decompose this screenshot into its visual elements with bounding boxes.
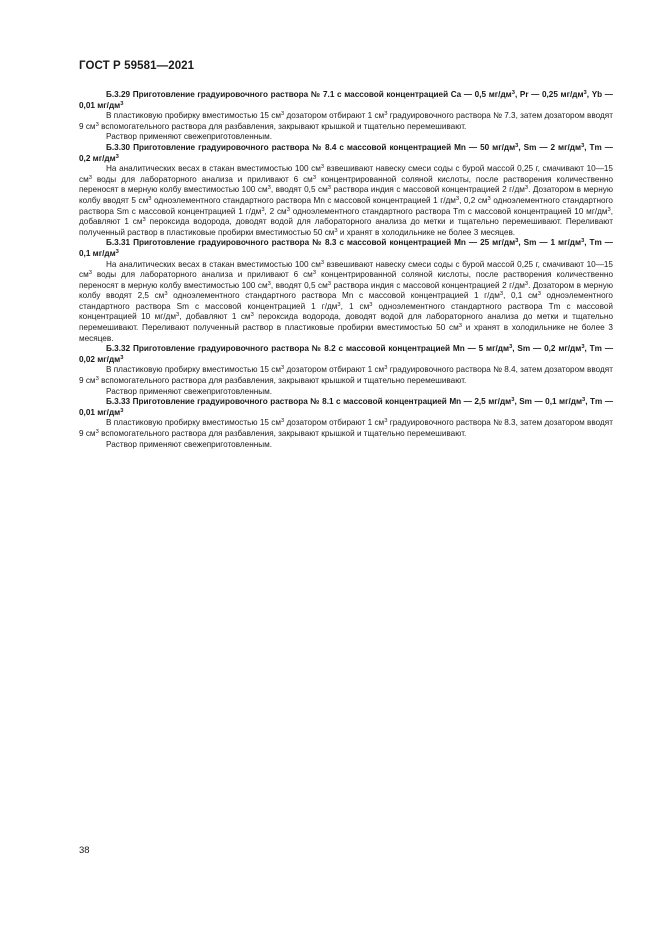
superscript: 3 [327, 185, 331, 192]
superscript: 3 [369, 301, 373, 308]
superscript: 3 [537, 291, 541, 298]
superscript: 3 [455, 195, 460, 202]
superscript: 3 [88, 270, 92, 277]
superscript: 3 [312, 174, 317, 181]
document-header: ГОСТ Р 59581—2021 [79, 60, 195, 72]
section-b332 [79, 344, 613, 397]
superscript: 3 [175, 312, 180, 319]
superscript: 3 [607, 206, 611, 213]
section-title: Б.3.31 Приготовление градуировочного раствора № 8.3 с массовой концентрацией Mn — 25 $мг/дм^3$, Sm — 1 $мг/дм^3$, Tm — 0,1 $мг/дм^3$ [79, 238, 613, 258]
superscript: 3 [511, 397, 515, 404]
superscript: 3 [120, 407, 124, 414]
paragraph: Раствор применяют свежеприготовленным. [106, 386, 273, 396]
superscript: 3 [312, 270, 317, 277]
superscript: 3 [581, 344, 585, 351]
section-title: Б.3.29 Приготовление градуировочного раствора № 7.1 с массовой концентрацией Ca — 0,5 $мг/дм^3$, Pr — 0,25 $мг/дм^3$, Yb — 0,01 $мг/дм^3$ [79, 90, 613, 110]
superscript: 3 [582, 397, 586, 404]
superscript: 3 [286, 206, 290, 213]
superscript: 3 [515, 238, 519, 245]
superscript: 3 [524, 280, 529, 287]
paragraph: На аналитических весах в стакан вместимостью 100 $см^3$ взвешивают навеску смеси соды с бурой массой 0,25 г, смачивают 10—15 $см^3$ воды для лабораторного анализа и приливают 6 $см^3$ концентрированной соляной кислоты, после растворения количественно переносят в мерную колбу вместимостью 100 $см^3$, вводят 0,5 $см^3$ раствора индия с массовой концентрацией 2 $г/дм^3$. Дозатором в мерную колбу вводят 2,5 $см^3$ одноэлементного стандартного раствора Mn с массовой концентрацией 1 $г/дм^3$, 0,1 $см^3$ одноэлементного стандартного раствора Sm с массовой концентрацией 1 $г/дм^3$, 1 $см^3$ одноэлементного стандартного раствора Tm с массовой концентрацией 10 $мг/дм^3$, добавляют 1 $см^3$ пероксида водорода, доводят водой для лабораторного анализа до метки и тщательно перемешивают. Переливают полученный раствор в пластиковые пробирки вместимостью 50 $см^3$ и хранят в холодильнике не более 3 месяцев. [79, 259, 614, 343]
superscript: 3 [384, 111, 388, 118]
superscript: 3 [524, 185, 529, 192]
superscript: 3 [261, 206, 265, 213]
superscript: 3 [95, 121, 99, 128]
superscript: 3 [499, 291, 504, 298]
paragraph: Раствор применяют свежеприготовленным. [106, 439, 273, 449]
superscript: 3 [142, 217, 146, 224]
superscript: 3 [327, 280, 331, 287]
superscript: 3 [458, 323, 462, 330]
section-b329 [79, 90, 613, 143]
superscript: 3 [115, 248, 119, 255]
section-title: Б.3.33 Приготовление градуировочного раствора № 8.1 с массовой концентрацией Mn — 2,5 $мг/дм^3$, Sm — 0,1 $мг/дм^3$, Tm — 0,01 $мг/дм^3$ [79, 397, 614, 417]
superscript: 3 [120, 100, 124, 107]
superscript: 3 [337, 301, 341, 308]
superscript: 3 [95, 429, 99, 435]
document-body [79, 90, 613, 450]
superscript: 3 [581, 142, 585, 149]
superscript: 3 [267, 280, 271, 287]
paragraph: В пластиковую пробирку вместимостью 15 $см^3$ дозатором отбирают 1 $см^3$ градуировочного раствора № 8.4, затем дозатором вводят 9 $см^3$ вспомогательного раствора для разбавления, закрывают крышкой и тщательно перемешивают. [79, 365, 613, 386]
superscript: 3 [164, 291, 168, 298]
superscript: 3 [280, 111, 285, 118]
paragraph: В пластиковую пробирку вместимостью 15 $см^3$ дозатором отбирают 1 $см^3$ градуировочного раствора № 7.3, затем дозатором вводят 9 $см^3$ вспомогательного раствора для разбавления, закрывают крышкой и тщательно перемешивают. [79, 111, 613, 131]
superscript: 3 [95, 376, 99, 383]
page-number: 38 [79, 845, 90, 856]
superscript: 3 [515, 142, 519, 149]
superscript: 3 [509, 344, 513, 351]
superscript: 3 [120, 354, 124, 361]
superscript: 3 [320, 259, 325, 266]
section-title: Б.3.30 Приготовление градуировочного раствора № 8.4 с массовой концентрацией Mn — 50 $мг/дм^3$, Sm — 2 $мг/дм^3$, Tm — 0,2 $мг/дм^3$ [79, 142, 613, 163]
superscript: 3 [320, 164, 325, 171]
superscript: 3 [148, 195, 152, 202]
section-b330 [79, 143, 613, 238]
superscript: 3 [280, 418, 285, 425]
superscript: 3 [583, 90, 587, 96]
superscript: 3 [384, 418, 388, 425]
superscript: 3 [250, 312, 254, 319]
paragraph: На аналитических весах в стакан вместимостью 100 $см^3$ взвешивают навеску смеси соды с бурой массой 0,25 г, смачивают 10—15 $см^3$ воды для лабораторного анализа и приливают 6 $см^3$ концентрированной соляной кислоты, после растворения количественно переносят в мерную колбу вместимостью 100 $см^3$, вводят 0,5 $см^3$ раствора индия с массовой концентрацией 2 $г/дм^3$. Дозатором в мерную колбу вводят 5 $см^3$ одноэлементного стандартного раствора Mn с массовой концентрацией 1 $г/дм^3$, 0,2 $см^3$ одноэлементного стандартного раствора Sm с массовой концентрацией 1 $г/дм^3$, 2 $см^3$ одноэлементного стандартного раствора Tm с массовой концентрацией 10 $мг/дм^3$, добавляют 1 $см^3$ пероксида водорода, доводят водой для лабораторного анализа до метки и тщательно перемешивают. Переливают полученный раствор в пластиковые пробирки вместимостью 50 $см^3$ и хранят в холодильнике не более 3 месяцев. [79, 164, 613, 237]
superscript: 3 [581, 238, 585, 245]
paragraph: Раствор применяют свежеприготовленным. [106, 132, 273, 142]
section-b331 [79, 238, 613, 344]
superscript: 3 [384, 365, 388, 372]
paragraph: В пластиковую пробирку вместимостью 15 $см^3$ дозатором отбирают 1 $см^3$ градуировочного раствора № 8.3, затем дозатором вводят 9 $см^3$ вспомогательного раствора для разбавления, закрывают крышкой и тщательно перемешивают. [79, 418, 613, 438]
superscript: 3 [334, 227, 338, 234]
superscript: 3 [115, 153, 119, 160]
superscript: 3 [280, 365, 285, 372]
section-title: Б.3.32 Приготовление градуировочного раствора № 8.2 с массовой концентрацией Mn — 5 $мг/дм^3$, Sm — 0,2 $мг/дм^3$, Tm — 0,02 $мг/дм^3$ [79, 344, 614, 364]
superscript: 3 [511, 90, 515, 96]
superscript: 3 [267, 185, 271, 192]
section-b333 [79, 397, 613, 450]
superscript: 3 [487, 195, 491, 202]
superscript: 3 [88, 174, 92, 181]
